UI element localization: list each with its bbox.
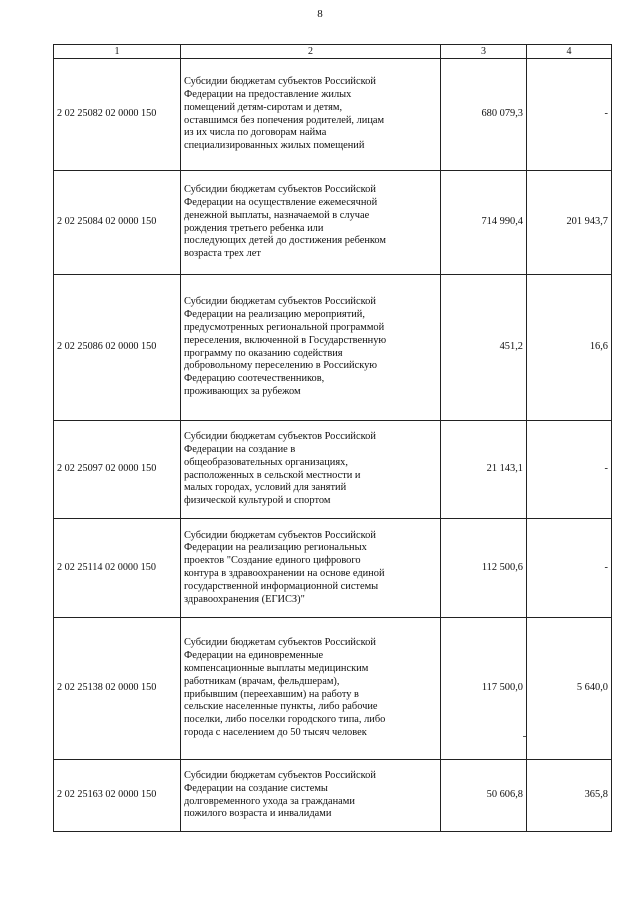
amount-column-3: 714 990,4 <box>441 171 527 275</box>
description-line: добровольному переселению в Российскую <box>184 360 378 372</box>
description-line: Федерации на создание в <box>184 443 296 455</box>
subsidy-description <box>181 171 441 275</box>
column-header-3: 3 <box>441 45 527 59</box>
description-line: Федерации на предоставление жилых <box>184 88 352 100</box>
description-line: Федерации на реализацию мероприятий, <box>184 309 365 321</box>
description-line: Федерации на единовременные <box>184 650 324 662</box>
subsidy-description <box>181 421 441 519</box>
description-line: малых городах, условий для занятий <box>184 482 347 494</box>
column-header-2: 2 <box>181 45 441 59</box>
amount-column-4: 201 943,7 <box>527 171 612 275</box>
table-body <box>54 59 612 832</box>
description-line: из их числа по договорам найма <box>184 127 327 139</box>
subsidy-description <box>181 618 441 760</box>
scan-mark <box>523 736 526 737</box>
table-row <box>54 59 612 171</box>
description-line: проектов "Создание единого цифрового <box>184 555 361 567</box>
description-line: программу по оказанию содействия <box>184 347 343 359</box>
description-line: предусмотренных региональной программой <box>184 321 385 333</box>
table-header-row <box>54 45 612 59</box>
description-line: Субсидии бюджетам субъектов Российской <box>184 184 376 196</box>
description-line: здравоохранения (ЕГИСЗ)" <box>184 593 305 605</box>
table-row <box>54 760 612 832</box>
amount-column-3: 50 606,8 <box>441 760 527 832</box>
description-line: Федерации на реализацию региональных <box>184 542 367 554</box>
amount-column-4: - <box>527 59 612 171</box>
description-line: прибывшим (переехавшим) на работу в <box>184 688 359 700</box>
description-line: Субсидии бюджетам субъектов Российской <box>184 769 376 781</box>
amount-column-4: 16,6 <box>527 275 612 421</box>
table-row <box>54 171 612 275</box>
amount-column-4: - <box>527 519 612 618</box>
budget-code: 2 02 25114 02 0000 150 <box>54 519 181 618</box>
table-row <box>54 275 612 421</box>
amount-column-3: 117 500,0 <box>441 618 527 760</box>
budget-code: 2 02 25084 02 0000 150 <box>54 171 181 275</box>
description-line: сельские населенные пункты, либо рабочие <box>184 701 378 713</box>
budget-code: 2 02 25086 02 0000 150 <box>54 275 181 421</box>
description-line: помещений детям-сиротам и детям, <box>184 101 343 113</box>
description-line: государственной информационной системы <box>184 580 379 592</box>
description-line: Федерации на создание системы <box>184 782 328 794</box>
description-line: расположенных в сельской местности и <box>184 469 361 481</box>
amount-column-3: 680 079,3 <box>441 59 527 171</box>
budget-code: 2 02 25097 02 0000 150 <box>54 421 181 519</box>
description-line: города с населением до 50 тысяч человек <box>184 726 367 738</box>
subsidy-description <box>181 59 441 171</box>
description-line: возраста трех лет <box>184 248 261 260</box>
description-line: долговременного ухода за гражданами <box>184 795 355 807</box>
page-number: 8 <box>317 8 323 20</box>
description-line: поселки, либо поселки городского типа, либо <box>184 714 386 726</box>
amount-column-3: 112 500,6 <box>441 519 527 618</box>
subsidy-description <box>181 275 441 421</box>
budget-table <box>53 44 612 832</box>
description-line: последующих детей до достижения ребенком <box>184 235 387 247</box>
amount-column-4: 365,8 <box>527 760 612 832</box>
description-line: специализированных жилых помещений <box>184 140 365 152</box>
amount-column-3: 451,2 <box>441 275 527 421</box>
budget-code: 2 02 25082 02 0000 150 <box>54 59 181 171</box>
description-line: пожилого возраста и инвалидами <box>184 808 332 820</box>
description-line: проживающих за рубежом <box>184 385 301 397</box>
description-line: общеобразовательных организациях, <box>184 456 348 468</box>
description-line: денежной выплаты, назначаемой в случае <box>184 209 370 221</box>
description-line: переселения, включенной в Государственную <box>184 334 387 346</box>
subsidy-description <box>181 519 441 618</box>
amount-column-3: 21 143,1 <box>441 421 527 519</box>
description-line: Федерацию соотечественников, <box>184 373 325 385</box>
description-line: Субсидии бюджетам субъектов Российской <box>184 637 376 649</box>
description-line: оставшимся без попечения родителей, лицам <box>184 114 385 126</box>
table-row <box>54 421 612 519</box>
description-line: компенсационные выплаты медицинским <box>184 662 369 674</box>
column-header-4: 4 <box>527 45 612 59</box>
description-line: Субсидии бюджетам субъектов Российской <box>184 76 376 88</box>
subsidy-description <box>181 760 441 832</box>
column-header-1: 1 <box>54 45 181 59</box>
amount-column-4: 5 640,0 <box>527 618 612 760</box>
budget-code: 2 02 25163 02 0000 150 <box>54 760 181 832</box>
amount-column-4: - <box>527 421 612 519</box>
description-line: Федерации на осуществление ежемесячной <box>184 196 378 208</box>
description-line: рождения третьего ребенка или <box>184 222 324 234</box>
table-row <box>54 519 612 618</box>
description-line: контура в здравоохранении на основе единой <box>184 568 385 579</box>
description-line: физической культурой и спортом <box>184 495 331 507</box>
budget-code: 2 02 25138 02 0000 150 <box>54 618 181 760</box>
description-line: Субсидии бюджетам субъектов Российской <box>184 529 376 541</box>
table-row <box>54 618 612 760</box>
description-line: Субсидии бюджетам субъектов Российской <box>184 296 376 308</box>
description-line: Субсидии бюджетам субъектов Российской <box>184 431 376 443</box>
description-line: работникам (врачам, фельдшерам), <box>184 675 340 687</box>
